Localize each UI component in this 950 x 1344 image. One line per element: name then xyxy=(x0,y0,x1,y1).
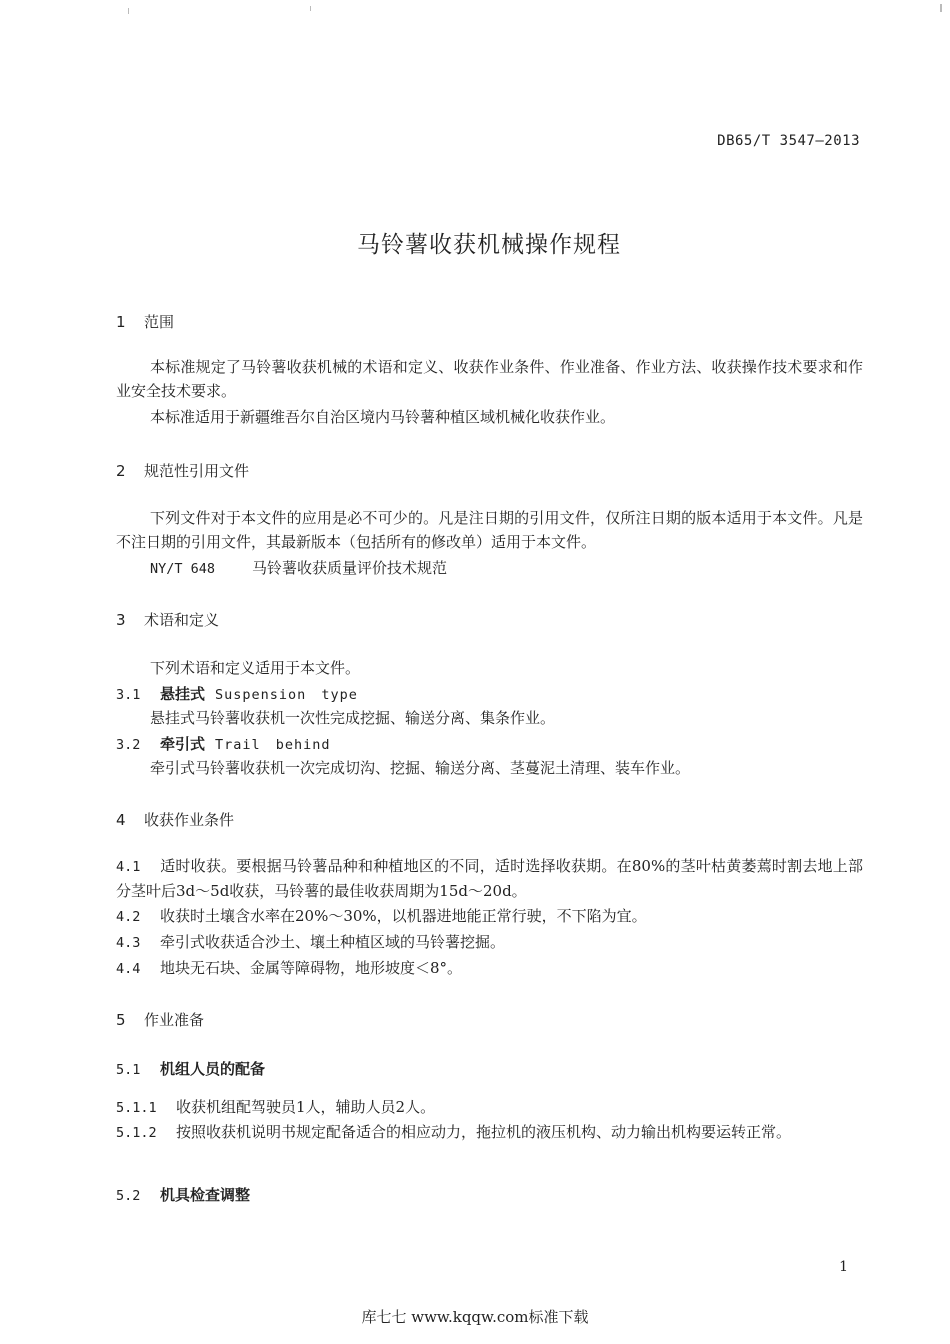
section-number: 2 xyxy=(116,462,126,480)
section-title: 作业准备 xyxy=(144,1011,205,1029)
clause-number: 5.1 xyxy=(116,1062,141,1078)
clause-4-3 xyxy=(116,931,505,952)
clause-number: 4.1 xyxy=(116,859,141,875)
section-number: 3 xyxy=(116,611,126,629)
clause-number: 4.4 xyxy=(116,961,141,977)
section-number: 5 xyxy=(116,1011,126,1029)
section-number: 4 xyxy=(116,811,126,829)
section-2-paragraph: 下列文件对于本文件的应用是必不可少的。凡是注日期的引用文件，仅所注日期的版本适用于本文件。凡是不注日期的引用文件，其最新版本（包括所有的修改单）适用于本文件。 xyxy=(116,509,863,551)
section-3-heading xyxy=(116,609,219,630)
normative-reference xyxy=(150,557,447,578)
section-5-heading xyxy=(116,1009,204,1030)
clause-5-1-1 xyxy=(116,1096,435,1117)
footer-watermark-text: 库七七 www.kqqw.com标准下载 xyxy=(361,1308,589,1326)
section-title: 术语和定义 xyxy=(144,611,220,629)
section-title: 收获作业条件 xyxy=(144,811,235,829)
term-3-1-definition: 悬挂式马铃薯收获机一次性完成挖掘、输送分离、集条作业。 xyxy=(150,709,556,727)
clause-text: 地块无石块、金属等障碍物，地形坡度＜8°。 xyxy=(160,959,463,977)
section-3-intro: 下列术语和定义适用于本文件。 xyxy=(150,659,361,677)
subsection-5-2-heading xyxy=(116,1184,250,1205)
term-number: 3.2 xyxy=(116,737,141,753)
clause-text: 按照收获机说明书规定配备适合的相应动力，拖拉机的液压机构、动力输出机构要运转正常。 xyxy=(176,1123,792,1141)
clause-number: 5.2 xyxy=(116,1188,141,1204)
clause-number: 4.2 xyxy=(116,909,141,925)
section-title: 范围 xyxy=(144,313,175,331)
clause-text: 收获时土壤含水率在20%～30%，以机器进地能正常行驶，不下陷为宜。 xyxy=(160,907,647,925)
term-english: Trail behind xyxy=(215,737,331,753)
section-4-heading xyxy=(116,809,234,830)
clause-4-1 xyxy=(116,854,863,903)
section-1-paragraph-2: 本标准适用于新疆维吾尔自治区境内马铃薯种植区域机械化收获作业。 xyxy=(150,408,616,426)
subsection-5-1-heading xyxy=(116,1058,265,1079)
clause-text: 牵引式收获适合沙土、壤土种植区域的马铃薯挖掘。 xyxy=(160,933,506,951)
term-3-1 xyxy=(116,683,358,704)
section-2-heading xyxy=(116,460,249,481)
clause-text: 收获机组配驾驶员1人，辅助人员2人。 xyxy=(176,1098,436,1116)
subsection-title: 机具检查调整 xyxy=(160,1186,251,1204)
clause-text: 适时收获。要根据马铃薯品种和种植地区的不同，适时选择收获期。在80%的茎叶枯黄萎蔫时割去地上部分茎叶后3d～5d收获，马铃薯的最佳收获周期为15d～20d。 xyxy=(116,857,863,900)
clause-4-2 xyxy=(116,905,647,926)
term-chinese: 牵引式 xyxy=(160,735,206,753)
reference-code: NY/T 648 xyxy=(150,561,216,577)
term-3-2-definition: 牵引式马铃薯收获机一次完成切沟、挖掘、输送分离、茎蔓泥土清理、装车作业。 xyxy=(150,759,691,777)
page-number: 1 xyxy=(839,1259,848,1275)
clause-number: 5.1.2 xyxy=(116,1125,157,1141)
term-english: Suspension type xyxy=(215,687,358,703)
clause-4-4 xyxy=(116,957,462,978)
subsection-title: 机组人员的配备 xyxy=(160,1060,266,1078)
clause-number: 4.3 xyxy=(116,935,141,951)
section-1-heading xyxy=(116,311,174,332)
clause-number: 5.1.1 xyxy=(116,1100,157,1116)
term-chinese: 悬挂式 xyxy=(160,685,206,703)
section-number: 1 xyxy=(116,313,126,331)
standard-number: DB65/T 3547—2013 xyxy=(717,133,860,149)
term-number: 3.1 xyxy=(116,687,141,703)
document-title: 马铃薯收获机械操作规程 xyxy=(357,232,621,258)
clause-5-1-2 xyxy=(116,1121,791,1142)
section-title: 规范性引用文件 xyxy=(144,462,250,480)
term-3-2 xyxy=(116,733,331,754)
reference-title: 马铃薯收获质量评价技术规范 xyxy=(252,559,448,577)
section-1-paragraph-1: 本标准规定了马铃薯收获机械的术语和定义、收获作业条件、作业准备、作业方法、收获操作技术要求和作业安全技术要求。 xyxy=(116,358,863,400)
